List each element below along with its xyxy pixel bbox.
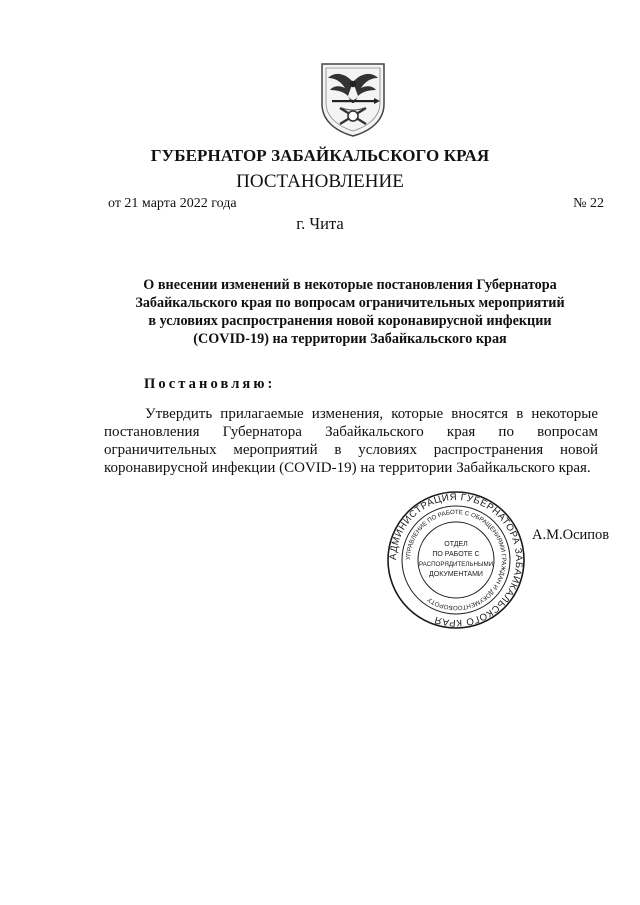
svg-text:УПРАВЛЕНИЕ ПО РАБОТЕ С ОБРАЩЕН [405,509,507,611]
title-line: (COVID-19) на территории Забайкальского края [193,331,507,347]
official-stamp [386,490,526,630]
document-type: ПОСТАНОВЛЕНИЕ [236,171,404,192]
stamp-inner-text: УПРАВЛЕНИЕ ПО РАБОТЕ С ОБРАЩЕНИЯМИ ГРАЖДАН И ДОКУМЕНТООБОРОТУ [404,508,508,612]
stamp-outer-text: АДМИНИСТРАЦИЯ ГУБЕРНАТОРА ЗАБАЙКАЛЬСКОГО КРАЯ [387,491,525,629]
stamp-center-line: ДОКУМЕНТАМИ [429,571,483,578]
signatory-name: А.М.Осипов [532,527,610,543]
document-number: № 22 [573,196,604,211]
document-date: от 21 марта 2022 года [108,196,237,211]
title-line: О внесении изменений в некоторые постановления Губернатора [143,277,557,293]
document-city: г. Чита [296,214,344,233]
body-paragraph: Утвердить прилагаемые изменения, которые вносятся в некоторые постановления Губернатора Забайкальского края по вопросам ограничительных мероприятий в условиях распространения новой коронавирусной инфекции (COVID-19) на территории Забайкальского края. [104,406,598,476]
issuing-authority: ГУБЕРНАТОР ЗАБАЙКАЛЬСКОГО КРАЯ [150,146,490,165]
document-title [100,276,600,348]
title-line: в условиях распространения новой коронавирусной инфекции [148,313,552,329]
stamp-center-line: РАСПОРЯДИТЕЛЬНЫМИ [418,561,494,568]
title-line: Забайкальского края по вопросам ограничительных мероприятий [135,295,565,311]
stamp-center-line: ПО РАБОТЕ С [432,551,480,558]
resolve-heading: Постановляю: [144,376,276,392]
stamp-center-line: ОТДЕЛ [444,541,468,548]
coat-of-arms-emblem [318,60,388,138]
